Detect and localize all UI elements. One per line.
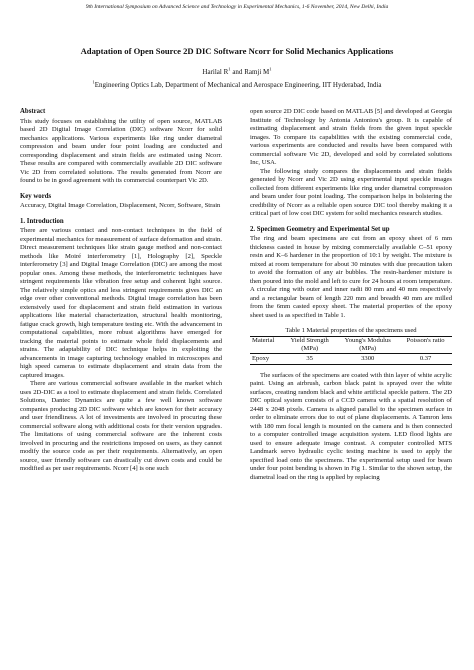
body-paragraph: The surfaces of the specimens are coated with thin layer of white acrylic paint. Using an airbrush, carbon black paint is sprayed over the white surfaces, creating random black and white artificial speckle pattern. The 2D DIC optical system consists of a CCD camera with a spatial resolution of 2448 x 2048 pixels. Camera is aligned parallel to the specimen surface in order to eliminate errors due to out of plane displacements. A Tamron lens with 180 mm focal length is mounted on the camera and is then connected to a computer controlled image acquisition system. LED flood lights are used to ensure adequate image contrast. A computer controlled MTS Landmark servo hydraulic cyclic testing machine is used to apply the specified load onto the specimens. The experimental setup used for beam under four point bending is shown in Fig 1. Similar to the shown setup, the diametral load on the ring is applied by replacing [250,371,452,481]
author-name: Ramji M [244,68,270,76]
keywords-heading: Key words [20,192,52,200]
left-column [20,108,222,474]
table-unit-row [250,345,452,354]
table-row [250,353,452,364]
table-unit-cell: (MPa) [283,345,336,354]
right-column [250,108,452,482]
body-paragraph: open source 2D DIC code based on MATLAB [5] and developed at Georgia Institute of Technology by Antonia Antoniou's group. It is capable of estimating displacement and strain fields from the given input speckle images. To compare its capabilities with the existing commercial code, various experiments are conducted and results have been compared with commercial software Vic 2D, developed and sold by correlated solutions Inc, USA. [250,108,452,166]
table-header-cell: Young's Modulus [336,336,399,345]
body-paragraph: The ring and beam specimens are cut from an epoxy sheet of 6 mm thickness casted in house by mixing commercially available C–51 epoxy resin and K–6 hardener in the proportion of 10:1 by weight. The mixture is mixed at room temperature for about 30 minutes with due precaution taken to avoid the formation of any air bubbles. The resin-hardener mixture is then poured into the mold and left to cure for 24 hours at room temperature. A circular ring with outer and inner radii 80 mm and 40 mm respectively and a rectangular beam of length 220 mm and breadth 40 mm are milled from the 6mm casted epoxy sheet. The material properties of the epoxy sheet used is as specified in Table 1. [250,235,452,319]
keywords-text: Accuracy, Digital Image Correlation, Displacement, Ncorr, Software, Strain [20,202,221,209]
introduction-paragraph: There are various contact and non-contact techniques in the field of experimental mechanics for measurement of surface deformation and strain. Direct measurement techniques like strain gauge method and non-contact methods like Moiré interferometry [1], Holography [2], Speckle interferometry [3] and Digital Image Correlation (DIC) are among the most popular ones. Among these methods, the interferometric techniques have stringent requirements like vibration free setup and coherent light source. The relatively simple optics and less stringent requirements gives DIC an edge over other conventional methods. Digital image correlation has been extensively used for displacement and strain field estimation in various applications like material characterization, structural health monitoring, fatigue crack growth, high temperature testing etc. With the advancement in computational capabilities, more robust algorithms have emerged for tracking the material points to estimate whole field displacements and strains. The adaptability of DIC technique helps in exploiting the advancements in image capturing technology enabled in microscopes and high speed cameras to estimate displacement and strain data from the captured images. [20,227,222,379]
table-cell: 35 [283,353,336,364]
table-header-cell: Poisson's ratio [399,336,452,345]
table-unit-cell: (MPa) [336,345,399,354]
table-unit-cell [250,345,283,354]
table-header-cell: Material [250,336,283,345]
affiliation-line [20,81,454,90]
paper-title: Adaptation of Open Source 2D DIC Software Ncorr for Solid Mechanics Applications [80,46,394,56]
table-header-row [250,336,452,345]
material-properties-table [250,336,452,365]
running-head: 9th International Symposium on Advanced Science and Technology in Experimental Mechanics, 1-6 November, 2014, New Delhi, India [85,4,389,10]
affiliation-text: Engineering Optics Lab, Department of Mechanical and Aerospace Engineering, IIT Hyderabad, India [94,81,382,89]
affiliation-mark: 1 [228,66,231,72]
introduction-heading: 1. Introduction [20,217,64,225]
table-unit-cell [399,345,452,354]
table-cell: 0.37 [399,353,452,364]
table-header-cell: Yield Strength [283,336,336,345]
abstract-heading: Abstract [20,108,46,115]
table-caption: Table 1 Material properties of the specimens used [285,327,417,334]
author-line [20,68,454,77]
section-2-heading: 2. Specimen Geometry and Experimental Set up [250,225,390,233]
body-paragraph: The following study compares the displacements and strain fields generated by Ncorr and Vic 2D using experimental input speckle images collected from different experiments like ring under diametral compression and beam under four point loading. The comparison helps in bolstering the credibility of Ncorr as a reliable open source DIC tool thereby making it a critical part of low cost DIC system for solid mechanics research studies. [250,167,452,217]
author-separator: and [230,68,245,76]
author-name: Harilal R [202,68,229,76]
affiliation-mark: 1 [269,66,272,72]
table-cell: 3300 [336,353,399,364]
introduction-paragraph: There are various commercial software available in the market which uses 2D-DIC as a tool to estimate displacement and strain fields. Correlated Solutions, Dantec Dynamics are quite a few well known software companies producing 2D DIC software which are known for their accuracy and user friendliness. A lot of investments are involved in procuring these commercial software along with additional costs for their version upgrades. The limitations of using commercial software are the inherent costs involved in procuring and the restrictions imposed on users, as they cannot modify the source code as per their requirements. Alternatively, an open source, user friendly software can drastically cut down costs and could be modified as per user requirements. Ncorr [4] is one such [20,380,222,472]
table-cell: Epoxy [250,353,283,364]
affiliation-mark: 1 [92,79,95,85]
abstract-text: This study focuses on establishing the utility of open source, MATLAB based 2D Digital Image Correlation (DIC) software Ncorr for solid mechanics applications. Various experiments like ring under diametral compression and beam under four point loading are conducted and corresponding displacement and strain fields are estimated using Ncorr. These results are compared with commercially available 2D DIC software Vic 2D from correlated solutions. The results generated from Ncorr are found to be in good agreement with its commercial counterpart Vic 2D. [20,117,222,184]
